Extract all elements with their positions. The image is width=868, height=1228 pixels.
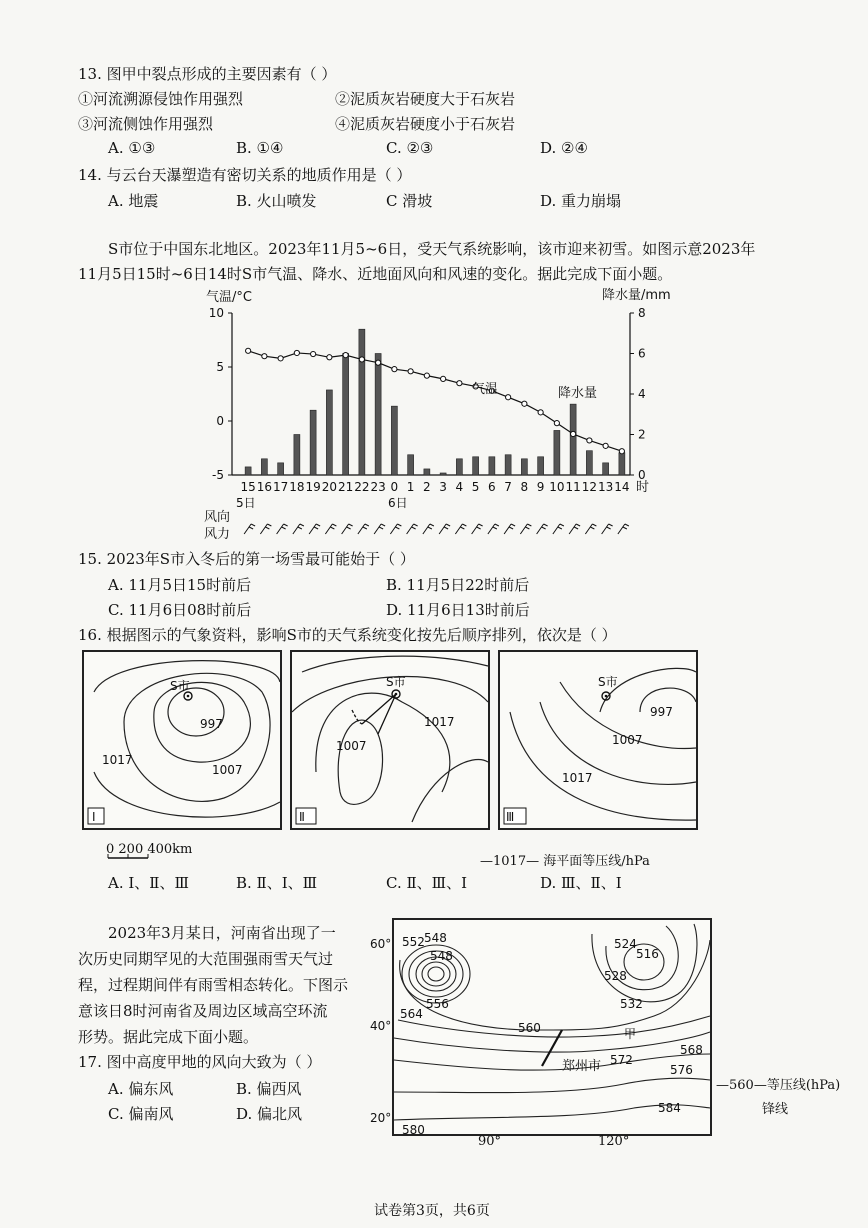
day6-label: 6日 <box>388 496 408 510</box>
wind-barb-tick <box>430 524 434 526</box>
c584: 584 <box>658 1101 681 1115</box>
q15-choice-d: D. 11月6日13时前后 <box>386 601 530 619</box>
x-tick-label: 16 <box>256 480 273 494</box>
wind-barb-tick <box>560 524 564 526</box>
right-tick-label: 6 <box>638 346 646 361</box>
c580: 580 <box>402 1123 425 1137</box>
intro1-line1: S市位于中国东北地区。2023年11月5~6日，受天气系统影响，该市迎来初雪。如图示意2023年 <box>108 240 756 258</box>
wind-barb <box>520 524 531 534</box>
wind-barb-tick <box>267 524 271 526</box>
wind-barb <box>277 524 288 534</box>
precip-bar <box>424 469 430 475</box>
left-tick-label: 0 <box>216 414 224 428</box>
precip-bar <box>538 457 544 475</box>
x-tick-label: 8 <box>520 480 529 494</box>
c576: 576 <box>670 1063 693 1077</box>
temp-point <box>376 360 381 365</box>
wind-barb <box>293 524 304 534</box>
x-tick-label: 7 <box>504 480 512 494</box>
wind-barb-tick <box>412 527 416 529</box>
x-tick-label: 23 <box>370 480 386 494</box>
wind-barb-tick <box>395 527 399 529</box>
left-tick-label: 10 <box>208 306 224 320</box>
wind-barb-shaft <box>374 524 381 534</box>
x-tick-label: 1 <box>406 480 415 494</box>
temp-point <box>294 350 299 355</box>
precip-bar <box>603 463 609 475</box>
c548b: 548 <box>430 949 453 963</box>
wind-barb-tick <box>330 527 334 529</box>
wind-barb-tick <box>607 527 611 529</box>
q14-choice-d: D. 重力崩塌 <box>540 192 622 210</box>
temp-point <box>571 431 576 436</box>
wind-barb-tick <box>558 527 562 529</box>
wind-barbs <box>244 524 629 534</box>
wind-barb-shaft <box>260 524 267 534</box>
map-2 <box>290 650 490 830</box>
s-city-label: S市 <box>386 675 406 689</box>
wind-barb-tick <box>347 527 351 529</box>
wind-barb-shaft <box>472 524 479 534</box>
lon120: 120° <box>598 1134 630 1149</box>
wind-barb <box>569 524 580 534</box>
x-tick-label: 21 <box>337 480 354 494</box>
q16-choice-b: B. Ⅱ、Ⅰ、Ⅲ <box>236 874 318 892</box>
lat60: 60° <box>370 937 392 951</box>
wind-barb <box>439 524 450 534</box>
map3-1007: 1007 <box>612 733 643 747</box>
precip-bar <box>294 435 300 476</box>
wind-barb-shaft <box>407 524 414 534</box>
map1-1017: 1017 <box>102 753 133 767</box>
wind-barb-shaft <box>358 524 365 534</box>
wind-barb <box>390 524 401 534</box>
temp-point <box>327 355 332 360</box>
wind-barb-tick <box>495 524 499 526</box>
isobar-legend: —1017— 海平面等压线/hPa <box>480 854 650 869</box>
x-tick-label: 15 <box>240 480 256 494</box>
temp-point <box>424 373 429 378</box>
precip-bar <box>586 451 592 475</box>
temp-point <box>262 354 267 359</box>
wind-barb-shaft <box>455 524 462 534</box>
q17-choice-a: A. 偏东风 <box>108 1080 174 1098</box>
s-city-label: S市 <box>170 679 190 693</box>
c568: 568 <box>680 1043 703 1057</box>
wind-barb-tick <box>509 527 513 529</box>
hour-unit: 时 <box>636 480 650 495</box>
zhengzhou-label: 郑州市 <box>562 1059 602 1074</box>
wind-barb-tick <box>298 527 302 529</box>
c564: 564 <box>400 1007 423 1021</box>
wind-barb-tick <box>300 524 304 526</box>
wind-barb-tick <box>428 527 432 529</box>
c552: 552 <box>402 935 425 949</box>
wind-barb-tick <box>265 527 269 529</box>
wind-barb-shaft <box>439 524 446 534</box>
map3-label: Ⅲ <box>506 810 515 824</box>
q13-option-4: ④泥质灰岩硬度小于石灰岩 <box>335 115 516 133</box>
wind-barb-shaft <box>277 524 284 534</box>
temp-point <box>587 438 592 443</box>
temp-point <box>554 421 559 426</box>
wind-barb-shaft <box>325 524 332 534</box>
wind-barb-tick <box>249 527 253 529</box>
q13-stem: 13. 图甲中裂点形成的主要因素有（ ） <box>78 65 337 83</box>
q16-stem: 16. 根据图示的气象资料，影响S市的天气系统变化按先后顺序排列，依次是（ ） <box>78 626 617 644</box>
wind-barb <box>358 524 369 534</box>
temp-point <box>359 357 364 362</box>
q15-stem: 15. 2023年S市入冬后的第一场雪最可能始于（ ） <box>78 550 415 568</box>
precip-bar <box>310 410 316 475</box>
temp-point <box>311 351 316 356</box>
wind-barb-shaft <box>244 524 251 534</box>
jia-label: 甲 <box>624 1027 637 1041</box>
q14-choice-c: C 滑坡 <box>386 192 433 210</box>
wind-barb-shaft <box>423 524 430 534</box>
intro2-line4: 意该日8时河南省及周边区域高空环流 <box>78 1002 328 1020</box>
temp-point <box>619 449 624 454</box>
lon90: 90° <box>478 1134 502 1149</box>
q16-choice-c: C. Ⅱ、Ⅲ、Ⅰ <box>386 874 468 892</box>
q13-choice-b: B. ①④ <box>236 139 284 157</box>
intro2-line1: 2023年3月某日，河南省出现了一 <box>108 924 336 942</box>
precip-bar <box>359 329 365 475</box>
x-tick-label: 6 <box>488 480 496 494</box>
map3-1017: 1017 <box>562 771 593 785</box>
wind-barb <box>553 524 564 534</box>
wind-barb <box>504 524 515 534</box>
q13-choice-d: D. ②④ <box>540 139 588 157</box>
q14-choice-a: A. 地震 <box>108 192 159 210</box>
lat40: 40° <box>370 1019 392 1033</box>
map-3 <box>498 650 698 830</box>
q14-stem: 14. 与云台天瀑塑造有密切关系的地质作用是（ ） <box>78 166 412 184</box>
wind-barb-tick <box>592 524 596 526</box>
intro2-line5: 形势。据此完成下面小题。 <box>78 1028 259 1046</box>
precip-bar <box>326 390 332 475</box>
c528: 528 <box>604 969 627 983</box>
temp-point <box>441 376 446 381</box>
isobar-legend-2: —560—等压线(hPa) <box>716 1078 841 1093</box>
wind-barb-tick <box>525 527 529 529</box>
wind-barb-tick <box>493 527 497 529</box>
wind-barb <box>407 524 418 534</box>
wind-barb-shaft <box>585 524 592 534</box>
temp-point <box>408 369 413 374</box>
x-tick-label: 4 <box>455 480 464 494</box>
x-tick-label: 10 <box>549 480 565 494</box>
q15-choice-a: A. 11月5日15时前后 <box>108 576 252 594</box>
q14-choice-b: B. 火山喷发 <box>236 192 317 210</box>
wind-barb-tick <box>349 524 353 526</box>
wind-barb <box>325 524 336 534</box>
right-tick-label: 2 <box>638 427 646 442</box>
wind-barb-tick <box>444 527 448 529</box>
x-tick-label: 0 <box>390 480 399 494</box>
x-tick-label: 18 <box>289 480 305 494</box>
wind-barb-shaft <box>602 524 609 534</box>
wind-barb-tick <box>609 524 613 526</box>
wind-barb-tick <box>623 527 627 529</box>
intro1-line2: 11月5日15时~6日14时S市气温、降水、近地面风向和风速的变化。据此完成下面小题。 <box>78 265 673 283</box>
wind-barb <box>244 524 255 534</box>
map1-label: Ⅰ <box>92 810 96 824</box>
wind-barb <box>309 524 320 534</box>
wind-barb-tick <box>479 524 483 526</box>
precip-bar <box>261 459 267 475</box>
wind-barb-tick <box>397 524 401 526</box>
right-tick-label: 8 <box>638 306 646 320</box>
front-legend: 锋线 <box>762 1102 789 1117</box>
temp-point <box>343 353 348 358</box>
wind-barb-tick <box>574 527 578 529</box>
wind-force-label: 风力 <box>204 527 231 542</box>
q13-option-1: ①河流溯源侵蚀作用强烈 <box>78 90 244 108</box>
precip-bar <box>375 354 381 476</box>
intro2-line2: 次历史同期罕见的大范围强雨雪天气过 <box>78 950 334 968</box>
q17-choice-c: C. 偏南风 <box>108 1105 174 1123</box>
precip-bar <box>278 463 284 475</box>
temp-point <box>506 395 511 400</box>
temp-axis-label: 气温/°C <box>206 290 252 305</box>
wind-barb-tick <box>511 524 515 526</box>
wind-barb <box>488 524 499 534</box>
q17-stem: 17. 图中高度甲地的风向大致为（ ） <box>78 1053 322 1071</box>
c572: 572 <box>610 1053 633 1067</box>
temp-polyline <box>248 351 622 451</box>
wind-barb-shaft <box>537 524 544 534</box>
q15-choice-b: B. 11月5日22时前后 <box>386 576 530 594</box>
wind-barb-tick <box>590 527 594 529</box>
right-tick-label: 4 <box>638 387 646 401</box>
wind-barb-tick <box>379 527 383 529</box>
wind-barb-shaft <box>342 524 349 534</box>
x-tick-label: 14 <box>614 480 630 494</box>
wind-barb-tick <box>314 527 318 529</box>
wind-barb-tick <box>316 524 320 526</box>
precip-bar <box>521 459 527 475</box>
c532: 532 <box>620 997 643 1011</box>
wind-barb-shaft <box>309 524 316 534</box>
wind-barb <box>374 524 385 534</box>
wind-barb-shaft <box>504 524 511 534</box>
precip-bar <box>456 459 462 475</box>
precip-bar <box>505 455 511 475</box>
x-tick-label: 17 <box>272 480 289 494</box>
wind-dir-label: 风向 <box>204 510 231 525</box>
c556: 556 <box>426 997 449 1011</box>
wind-barb-shaft <box>553 524 560 534</box>
q16-choice-d: D. Ⅲ、Ⅱ、Ⅰ <box>540 874 622 892</box>
left-ticks <box>209 306 232 482</box>
q16-choice-a: A. Ⅰ、Ⅱ、Ⅲ <box>108 874 189 892</box>
precip-bar <box>554 430 560 475</box>
wind-barb-tick <box>446 524 450 526</box>
s-city-label: S市 <box>598 675 618 689</box>
precip-bar <box>408 455 414 475</box>
c560: 560 <box>518 1021 541 1035</box>
q17-choice-d: D. 偏北风 <box>236 1105 303 1123</box>
q13-option-2: ②泥质灰岩硬度大于石灰岩 <box>335 90 516 108</box>
c524: 524 <box>614 937 637 951</box>
page-footer: 试卷第3页，共6页 <box>374 1203 490 1219</box>
map-1 <box>82 650 282 830</box>
right-tick-label: 0 <box>638 468 646 482</box>
wind-barb <box>423 524 434 534</box>
wind-barb-tick <box>332 524 336 526</box>
temp-point <box>522 401 527 406</box>
precip-bars <box>245 329 625 475</box>
wind-barb-tick <box>460 527 464 529</box>
precip-bar <box>570 404 576 475</box>
right-ticks <box>630 306 646 482</box>
wind-barb <box>602 524 613 534</box>
wind-barb <box>342 524 353 534</box>
q15-choice-c: C. 11月6日08时前后 <box>108 601 252 619</box>
temp-point <box>603 443 608 448</box>
wind-barb-tick <box>284 524 288 526</box>
q17-choice-b: B. 偏西风 <box>236 1080 302 1098</box>
precip-bar <box>473 457 479 475</box>
temp-line <box>246 348 625 454</box>
wind-barb-tick <box>576 524 580 526</box>
x-tick-label: 12 <box>581 480 598 494</box>
wind-barb-tick <box>625 524 629 526</box>
wind-barb <box>618 524 629 534</box>
left-tick-label: -5 <box>212 468 224 482</box>
precip-bar <box>245 467 251 475</box>
map3-997: 997 <box>650 705 673 719</box>
q13-choice-c: C. ②③ <box>386 139 434 157</box>
x-tick-label: 20 <box>321 480 338 494</box>
x-tick-label: 2 <box>423 480 431 494</box>
wind-barb-shaft <box>569 524 576 534</box>
q13-choice-a: A. ①③ <box>108 139 156 157</box>
map2-1007: 1007 <box>336 739 367 753</box>
precip-bar <box>489 457 495 475</box>
wind-barb <box>585 524 596 534</box>
wind-barb-shaft <box>520 524 527 534</box>
map2-1017: 1017 <box>424 715 455 729</box>
wind-barb-tick <box>414 524 418 526</box>
wind-barb <box>537 524 548 534</box>
wind-barb-tick <box>251 524 255 526</box>
precip-axis-label: 降水量/mm <box>602 288 671 303</box>
left-tick-label: 5 <box>216 360 224 374</box>
wind-barb-tick <box>477 527 481 529</box>
wind-barb-shaft <box>618 524 625 534</box>
precip-bar <box>619 453 625 475</box>
map1-997: 997 <box>200 717 223 731</box>
temp-point <box>246 348 251 353</box>
x-tick-label: 11 <box>565 480 581 494</box>
wind-barb-tick <box>527 524 531 526</box>
wind-barb <box>260 524 271 534</box>
wind-barb <box>455 524 466 534</box>
temp-point <box>538 410 543 415</box>
x-tick-label: 13 <box>597 480 614 494</box>
wind-barb-tick <box>365 524 369 526</box>
x-tick-label: 19 <box>305 480 321 494</box>
day5-label: 5日 <box>236 496 256 510</box>
front-line <box>542 1030 562 1066</box>
map1-1007: 1007 <box>212 763 243 777</box>
wind-barb-tick <box>542 527 546 529</box>
scale-label: 0 200 400km <box>106 842 193 857</box>
weather-chart <box>190 285 671 545</box>
map2-label: Ⅱ <box>299 810 305 824</box>
wind-barb-tick <box>282 527 286 529</box>
wind-barb-tick <box>544 524 548 526</box>
wind-barb-tick <box>363 527 367 529</box>
c548a: 548 <box>424 931 447 945</box>
precip-bar <box>440 473 446 475</box>
x-tick-labels <box>240 480 629 494</box>
wind-barb-shaft <box>293 524 300 534</box>
precip-bar <box>391 406 397 475</box>
precip-bar <box>343 354 349 476</box>
q13-option-3: ③河流侧蚀作用强烈 <box>78 115 214 133</box>
precip-series-label: 降水量 <box>558 386 598 401</box>
wind-barb-shaft <box>488 524 495 534</box>
temp-series-label: 气温 <box>472 382 499 397</box>
x-tick-label: 5 <box>471 480 480 494</box>
wind-barb-tick <box>462 524 466 526</box>
temp-point <box>457 381 462 386</box>
intro2-line3: 程，过程期间伴有雨雪相态转化。下图示 <box>78 976 349 994</box>
temp-point <box>278 356 283 361</box>
wind-barb-shaft <box>390 524 397 534</box>
wind-barb <box>472 524 483 534</box>
wind-barb-tick <box>381 524 385 526</box>
x-tick-label: 3 <box>439 480 447 494</box>
upper-air-map <box>370 918 712 1137</box>
c516: 516 <box>636 947 659 961</box>
x-tick-label: 22 <box>354 480 370 494</box>
temp-point <box>392 367 397 372</box>
lat20: 20° <box>370 1111 392 1125</box>
x-tick-label: 9 <box>536 480 545 494</box>
